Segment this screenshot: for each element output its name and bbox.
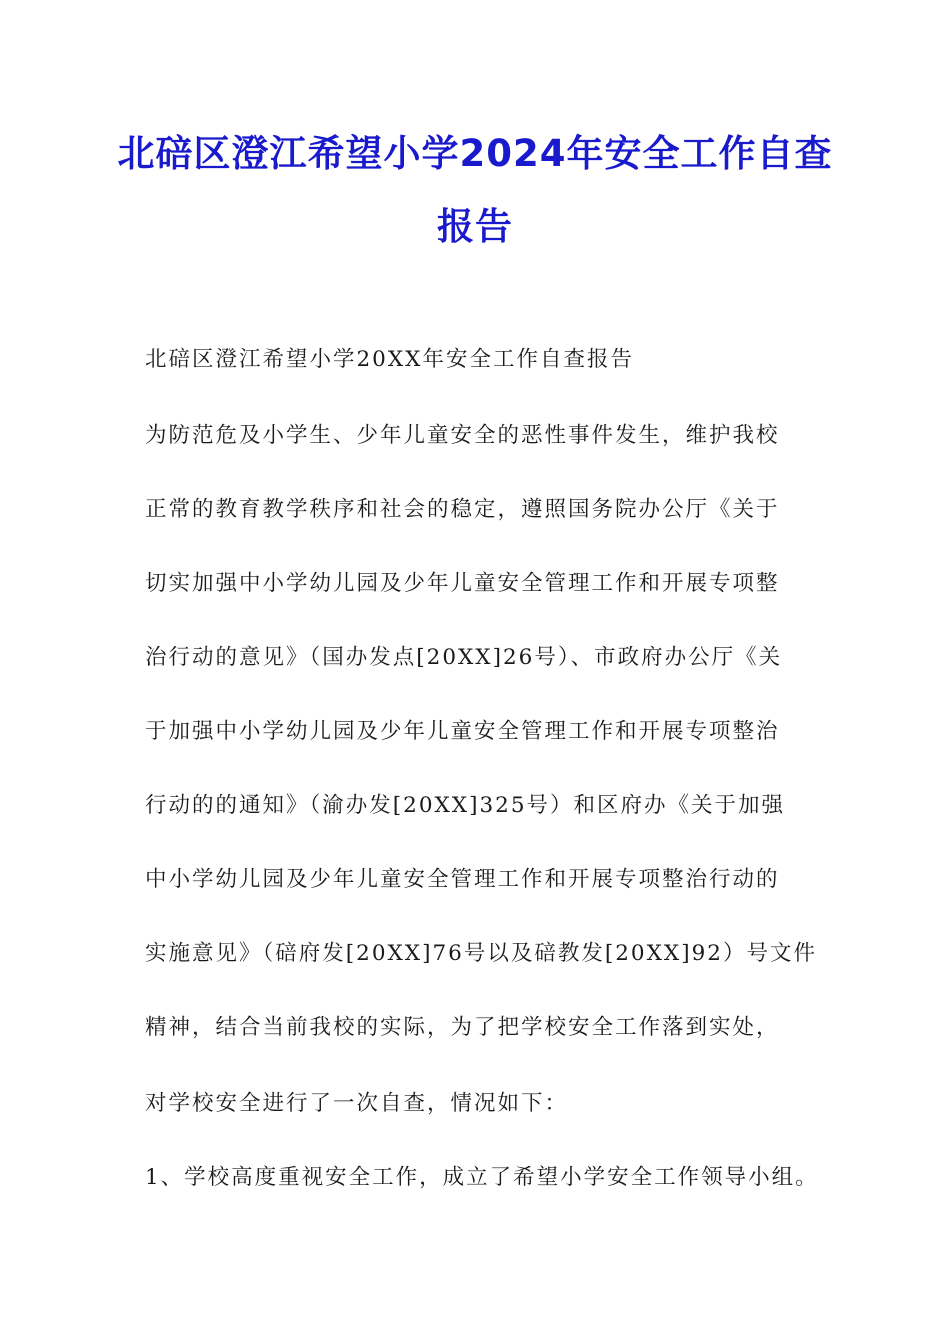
- body-line: 对学校安全进行了一次自查，情况如下：: [145, 1091, 569, 1116]
- body-line: 精神，结合当前我校的实际，为了把学校安全工作落到实处，: [145, 1015, 780, 1040]
- body-line: 中小学幼儿园及少年儿童安全管理工作和开展专项整治行动的: [145, 867, 780, 892]
- body-line: 实施意见》（碚府发[20XX]76号以及碚教发[20XX]92）号文件: [145, 941, 817, 966]
- body-line: 行动的的通知》（渝办发[20XX]325号）和区府办《关于加强: [145, 793, 786, 818]
- subtitle-line: 北碚区澄江希望小学20XX年安全工作自查报告: [145, 347, 634, 372]
- list-item-line: 1、学校高度重视安全工作，成立了希望小学安全工作领导小组。: [145, 1165, 819, 1190]
- body-line: 切实加强中小学幼儿园及少年儿童安全管理工作和开展专项整: [145, 571, 780, 596]
- body-line: 于加强中小学幼儿园及少年儿童安全管理工作和开展专项整治: [145, 719, 780, 744]
- body-line: 正常的教育教学秩序和社会的稳定，遵照国务院办公厅《关于: [145, 497, 780, 522]
- document-title-line-1: 北碚区澄江希望小学2024年安全工作自查: [117, 132, 833, 175]
- document-title-line-2: 报告: [437, 205, 513, 248]
- body-line: 为防范危及小学生、少年儿童安全的恶性事件发生，维护我校: [145, 423, 780, 448]
- body-line: 治行动的意见》（国办发点[20XX]26号）、市政府办公厅《关: [145, 645, 783, 670]
